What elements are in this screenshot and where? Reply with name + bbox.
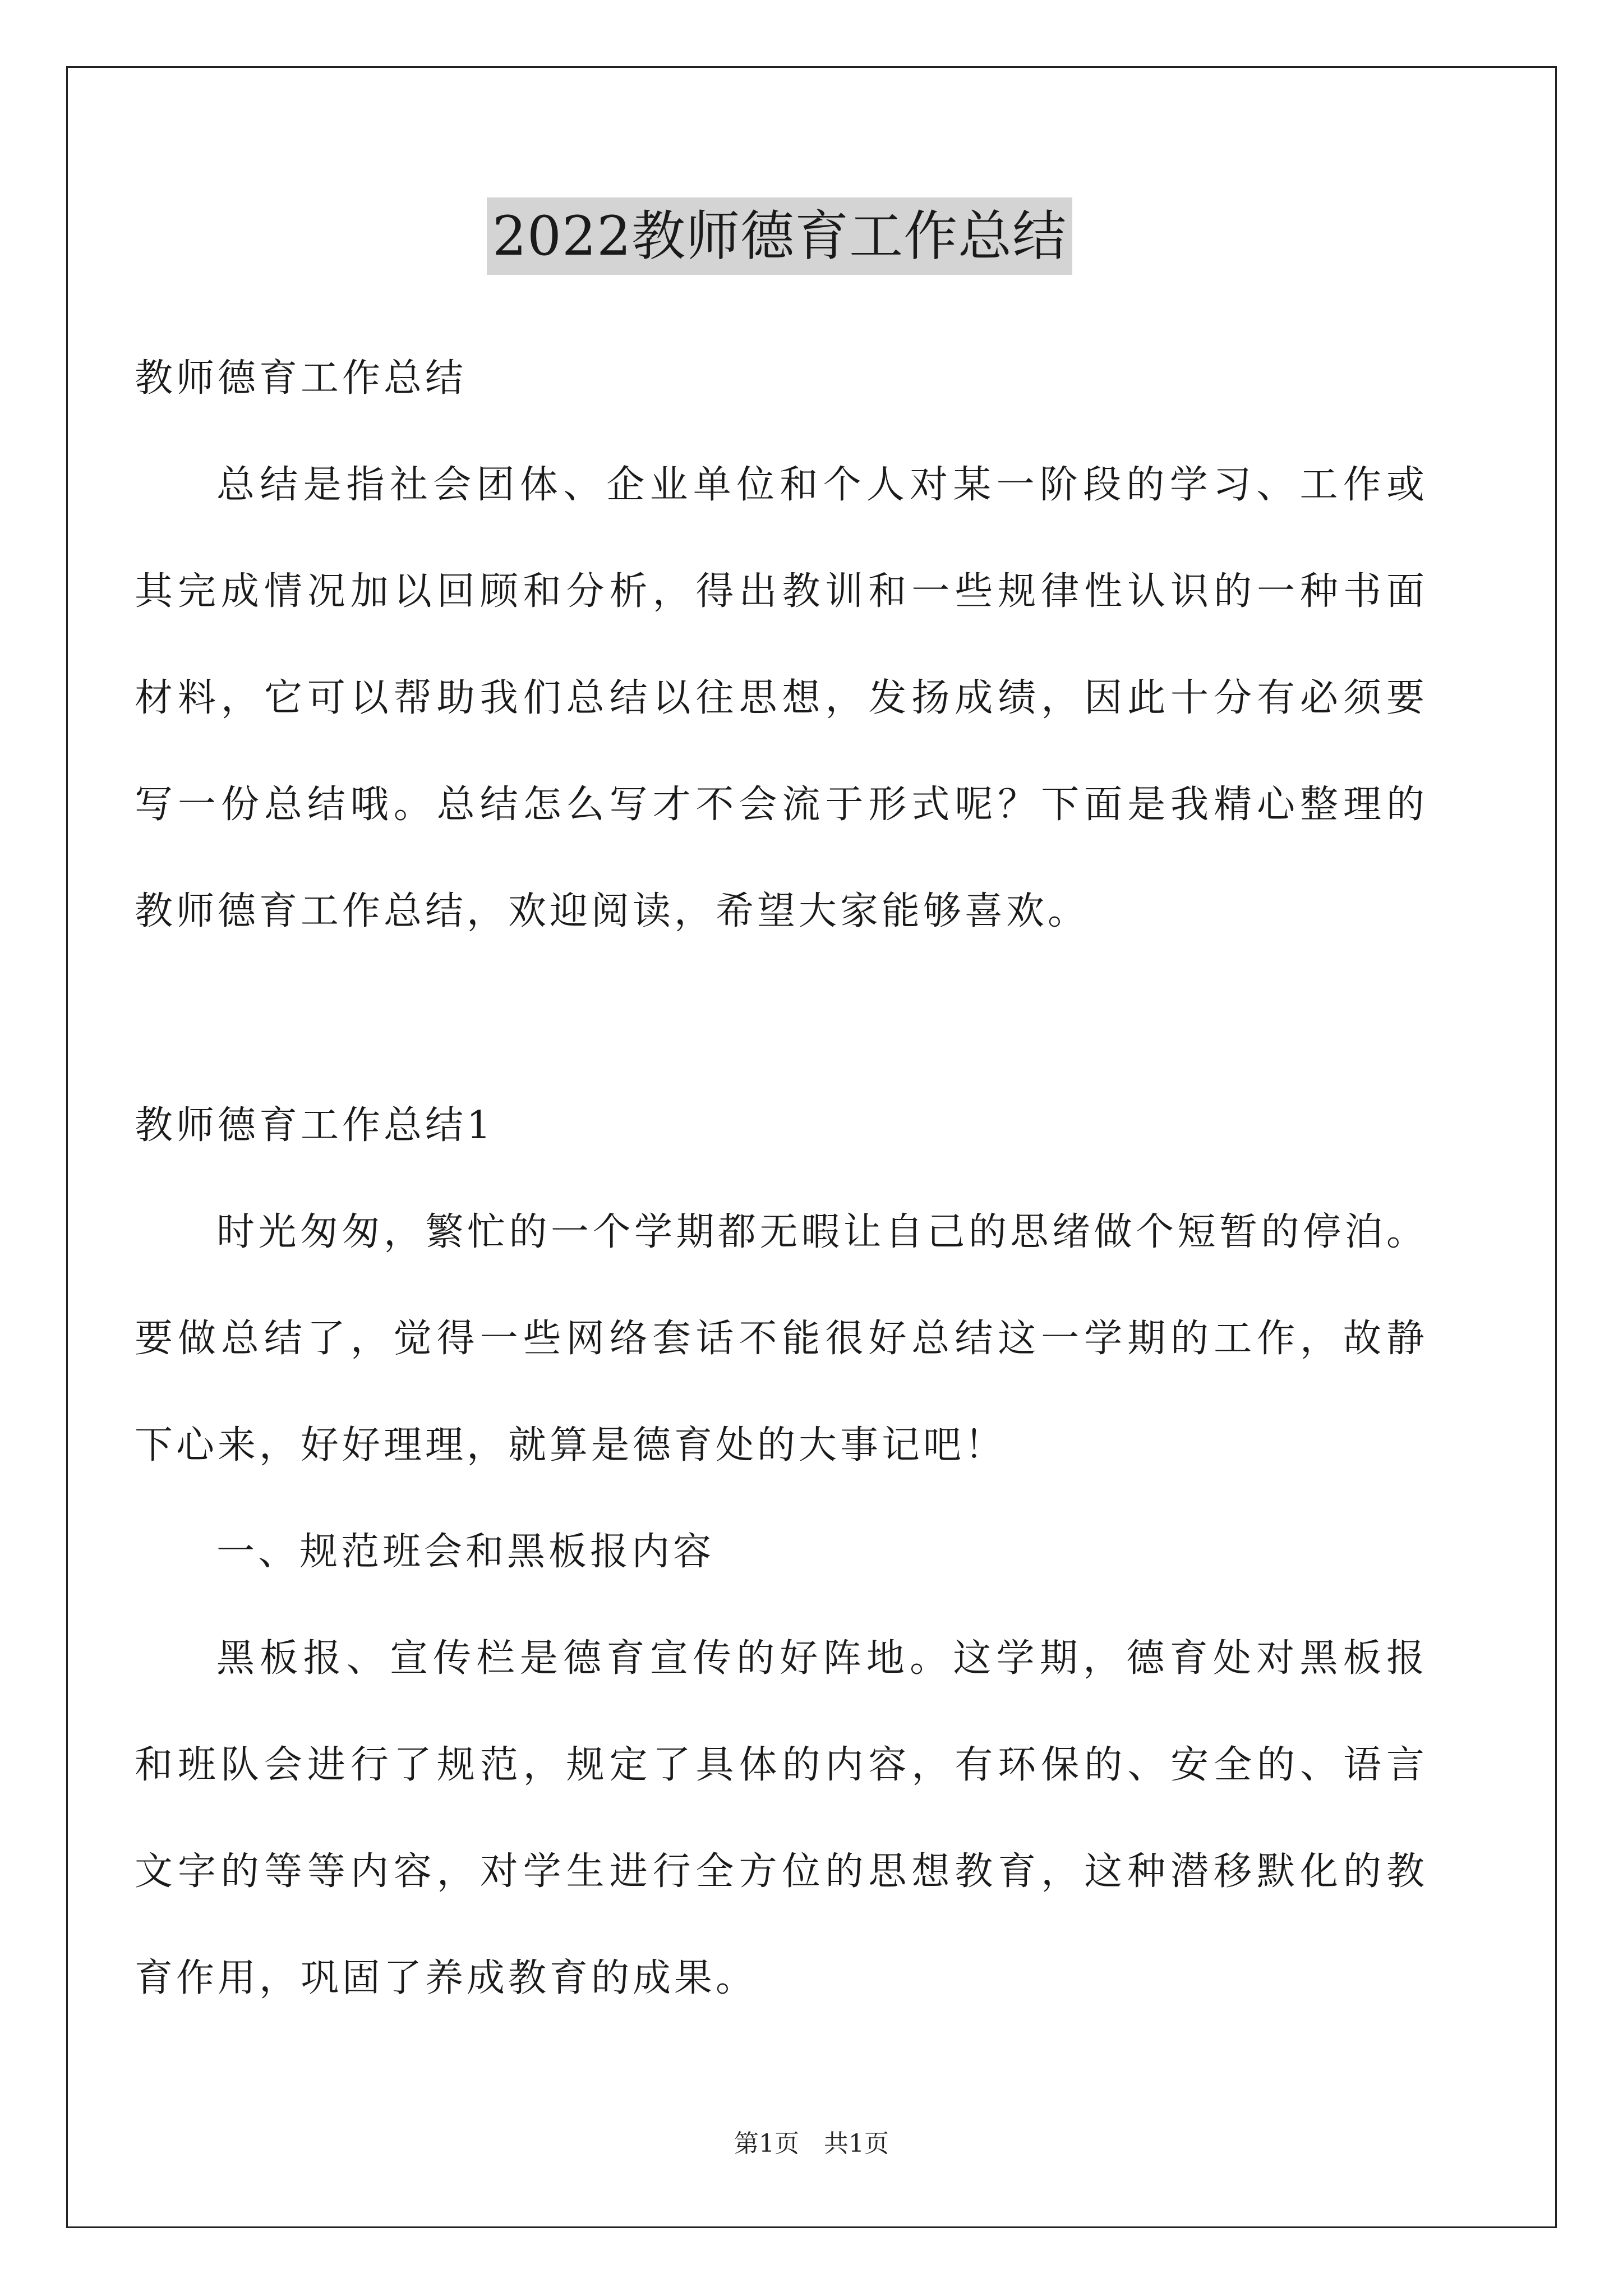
document-title: 2022教师德育工作总结 <box>487 197 1072 275</box>
paragraph-line: 要做总结了，觉得一些网络套话不能很好总结这一学期的工作，故静 <box>135 1317 1424 1361</box>
subsection-heading: 一、规范班会和黑板报内容 <box>216 1530 715 1574</box>
paragraph-line: 材料，它可以帮助我们总结以往思想，发扬成绩，因此十分有必须要 <box>135 676 1424 720</box>
title-container <box>135 197 1424 275</box>
paragraph-line: 育作用，巩固了养成教育的成果。 <box>135 1956 758 2000</box>
paragraph-line: 总结是指社会团体、企业单位和个人对某一阶段的学习、工作或 <box>216 463 1424 507</box>
paragraph-line: 写一份总结哦。总结怎么写才不会流于形式呢？下面是我精心整理的 <box>135 783 1424 827</box>
paragraph-line: 文字的等等内容，对学生进行全方位的思想教育，这种潜移默化的教 <box>135 1849 1424 1894</box>
paragraph-line: 下心来，好好理理，就算是德育处的大事记吧！ <box>135 1423 1007 1467</box>
subtitle-line: 教师德育工作总结 <box>135 356 467 401</box>
paragraph-line: 黑板报、宣传栏是德育宣传的好阵地。这学期，德育处对黑板报 <box>216 1636 1424 1681</box>
paragraph-line: 其完成情况加以回顾和分析，得出教训和一些规律性认识的一种书面 <box>135 569 1424 614</box>
section-heading: 教师德育工作总结1 <box>135 1103 495 1148</box>
page-number-footer: 第1页 共1页 <box>734 2129 889 2158</box>
paragraph-line: 教师德育工作总结，欢迎阅读，希望大家能够喜欢。 <box>135 889 1090 933</box>
paragraph-line: 时光匆匆，繁忙的一个学期都无暇让自己的思绪做个短暂的停泊。 <box>216 1210 1424 1254</box>
paragraph-line: 和班队会进行了规范，规定了具体的内容，有环保的、安全的、语言 <box>135 1743 1424 1787</box>
